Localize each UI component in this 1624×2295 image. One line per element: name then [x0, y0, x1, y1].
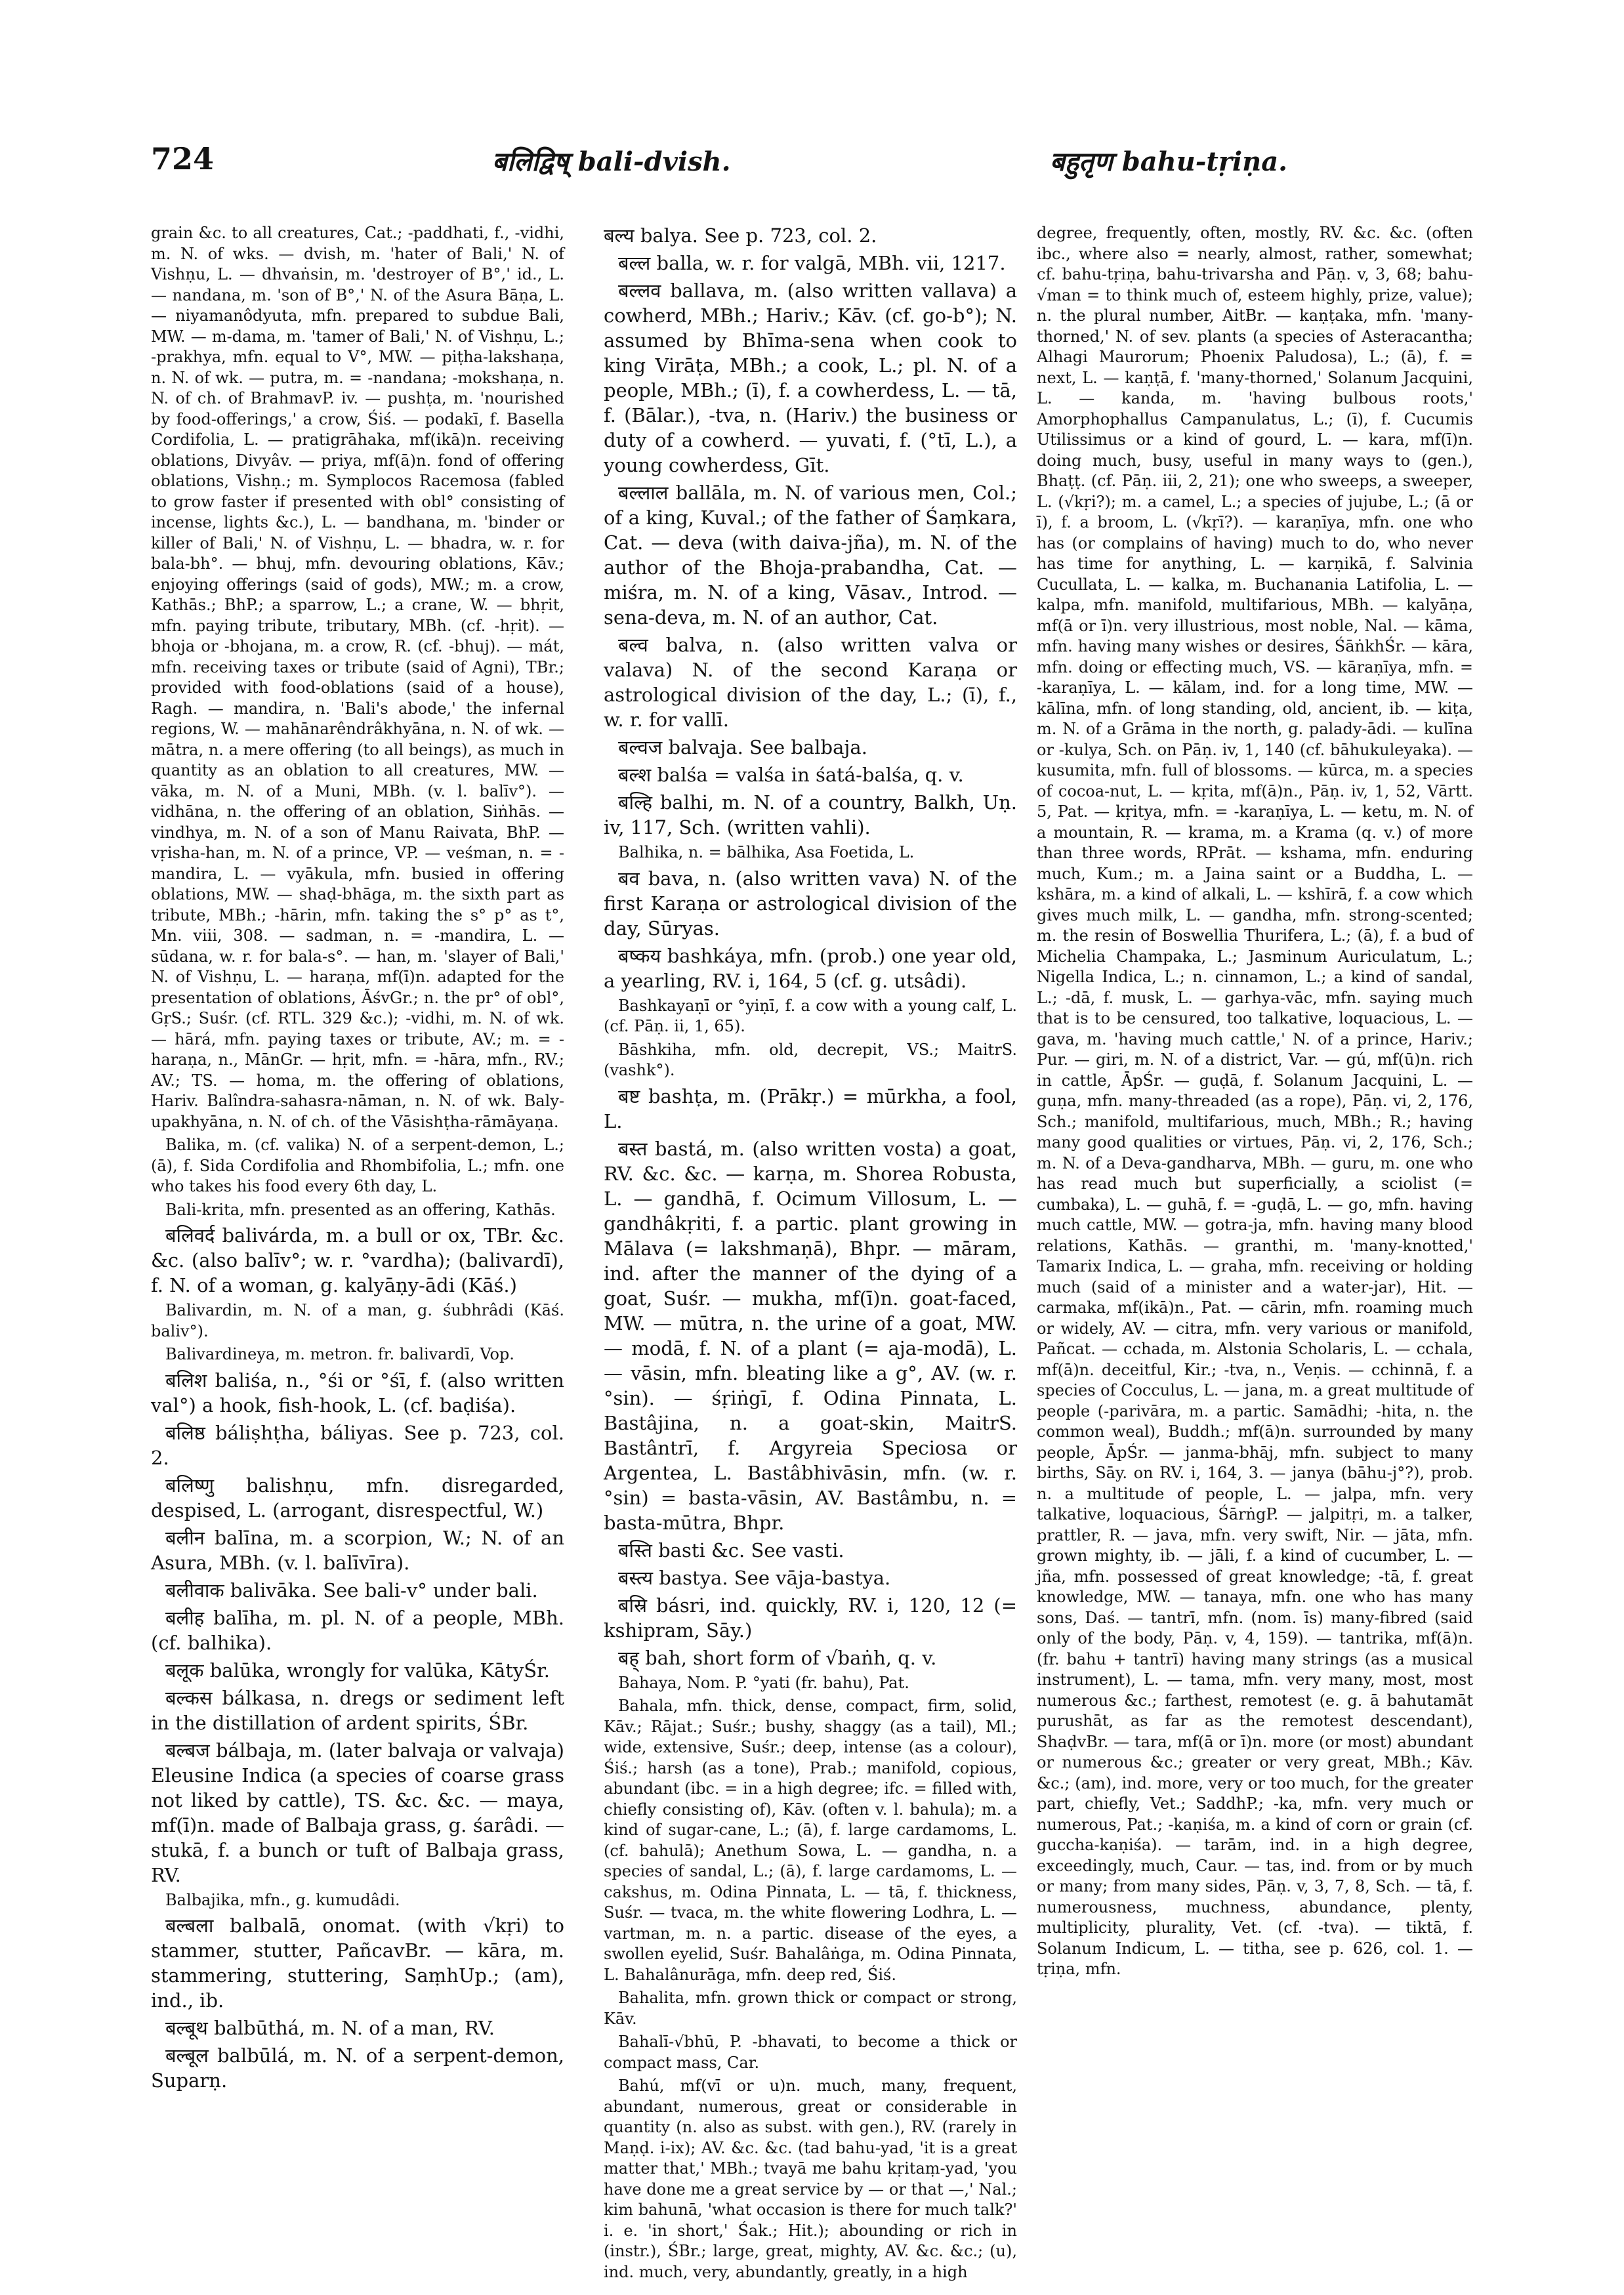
dictionary-entry: Bahala, mfn. thick, dense, compact, firm, solid, Kāv.; Rājat.; Suśr.; bushy, shaggy (as a tail), Ml.; wide, extensive, Suśr.; deep, intense (as a colour), Śiś.; harsh (as a tone), Prab.; manifold, copious, abundant (ibc. = in a high degree; ifc. = filled with, chiefly consisting of), Kāv. (often v. l. bahula); m. a kind of sugar-cane, L.; (ā), f. large cardamoms, L. (cf. bahulā); Anethum Sowa, L. — gandha, n. a species of sandal, L.; (ā), f. large cardamoms, L. — cakshus, m. Odina Pinnata, L. — tā, f. thickness, Suśr. — tvaca, m. the white flowering Lodhra, L. — vartman, m. n. a partic. disease of the eyes, a swollen eyelid, Suśr. Bahalâṅga, m. Odina Pinnata, L. Bahalânurāga, mfn. deep red, Śiś. — [604, 1697, 1017, 1984]
dictionary-entry: बष्ट bashṭa, m. (Prākṛ.) = mūrkha, a fool, L. — [604, 1085, 1017, 1132]
running-head-left: बलिद्विष् bali-dvish. — [492, 146, 731, 177]
dictionary-entry: Bahaya, Nom. P. °yati (fr. bahu), Pat. — [618, 1673, 909, 1692]
dictionary-entry: बल्हि balhi, m. N. of a country, Balkh, Uṇ. iv, 117, Sch. (written vahli). — [604, 791, 1017, 838]
dictionary-entry: बस्त bastá, m. (also written vosta) a goat, RV. &c. &c. — karṇa, m. Shorea Robusta, L. — gandhā, f. Ocimum Villosum, L. — gandhâkṛiti, f. a partic. plant growing in Mālava (= lakshmaṇā), Bhpr. — māram, ind. after the manner of the dying of a goat, Suśr. — mukha, mf(ī)n. goat-faced, MW. — mūtra, n. the urine of a goat, MW. — modā, f. N. of a plant (= aja-modā), L. — vāsin, mfn. bleating like a g°, AV. (w. r. °sin). — śṛiṅgī, f. Odina Pinnata, L. Bastâjina, n. a goat-skin, MaitrS. Bastântrī, f. Argyreia Speciosa or Argentea, L. Bastâbhivāsin, mfn. (w. r. °sin) = basta-vāsin, AV. Bastâmbu, n. = basta-mūtra, Bhpr. — [604, 1137, 1017, 1534]
dictionary-entry: बलूक balūka, wrongly for valūka, KātyŚr. — [165, 1659, 551, 1682]
dictionary-entry: बल्बज bálbaja, m. (later balvaja or valvaja) Eleusine Indica (a species of coarse grass not liked by cattle), TS. &c. &c. — maya, mf(ī)n. made of Balbaja grass, g. śarâdi. — stukā, f. a bunch or tuft of Balbaja grass, RV. — [151, 1739, 564, 1886]
dictionary-entry: बल्लव ballava, m. (also written vallava) a cowherd, MBh.; Hariv.; Kāv. (cf. go-b°); N. assumed by Bhīma-sena when cook to king Virāṭa, MBh.; a cook, L.; pl. N. of a people, MBh.; (ī), f. a cowherdess, L. — tā, f. (Bālar.), -tva, n. (Hariv.) the business or duty of a cowherd. — yuvati, f. (°tī, L.), a young cowherdess, Gīt. — [604, 279, 1017, 476]
dictionary-entry: बस्रि básri, ind. quickly, RV. i, 120, 12 (= kshipram, Sāy.) — [604, 1594, 1017, 1642]
dictionary-entry: बल्ल balla, w. r. for valgā, MBh. vii, 1217. — [618, 252, 1006, 274]
dictionary-entry: बलिश baliśa, n., °śi or °śī, f. (also written val°) a hook, fish-hook, L. (cf. baḍiśa). — [151, 1369, 564, 1416]
dictionary-entry: बस्त्य bastya. See vāja-bastya. — [618, 1566, 891, 1589]
dictionary-entry: बलीवाक balivāka. See bali-v° under bali. — [165, 1579, 538, 1602]
dictionary-entry: Balhika, n. = bālhika, Asa Foetida, L. — [618, 843, 915, 861]
dictionary-entry: बल्श balśa = valśa in śatá-balśa, q. v. — [618, 764, 964, 786]
dictionary-entry: degree, frequently, often, mostly, RV. &c. &c. (often ibc., where also = nearly, almost, rather, somewhat; cf. bahu-tṛiṇa, bahu-trivarsha and Pāṇ. v, 3, 68; bahu-√man = to think much of, esteem highly, prize, value); n. the plural number, AitBr. — kaṇṭaka, mfn. 'many-thorned,' N. of sev. plants (a species of Asteracantha; Alhagi Maurorum; Phoenix Paludosa), L.; (ā), f. = next, L. — kaṇṭā, f. 'many-thorned,' Solanum Jacquini, L. — kanda, m. 'having bulbous roots,' Amorphophallus Campanulatus, L.; (ī), f. Cucumis Utilissimus or a kind of gourd, L. — kara, mf(ī)n. doing much, busy, useful in many ways to (gen.), Bhaṭṭ. (cf. Pāṇ. iii, 2, 21); one who sweeps, a sweeper, L. (√kṛi?); m. a camel, L.; a species of jujube, L.; (ā or ī), f. a broom, L. (√kṛī?). — karaṇīya, mfn. one who has (or complains of having) much to do, who never has time for anything, L. — karṇikā, f. Salvinia Cucullata, L. — kalka, m. Buchanania Latifolia, L. — kalpa, mfn. manifold, multifarious, MBh. — kalyāṇa, mf(ā or ī)n. very illustrious, most noble, Nal. — kāma, mfn. having many wishes or desires, ŚāṅkhŚr. — kāra, mfn. doing or effecting much, VS. — kāraṇīya, mfn. = -karaṇīya, L. — kālam, ind. for a long time, MW. — kālīna, mfn. of long standing, old, ancient, ib. — kiṭa, m. N. of a Grāma in the north, g. palady-ādi. — kulīna or -kulya, Sch. on Pāṇ. iv, 1, 140 (cf. bāhukuleyaka). — kusumita, mfn. full of blossoms. — kūrca, m. a species of cocoa-nut, L. — kṛita, mf(ā)n., Pāṇ. iv, 1, 52, Vārtt. 5, Pat. — kṛitya, mfn. = -karaṇīya, L. — ketu, m. N. of a mountain, R. — krama, m. a Krama (q. v.) of more than three words, RPrāt. — kshama, mfn. enduring much, Kum.; m. a Jaina saint or a Buddha, L. — kshāra, m. a kind of alkali, L. — kshīrā, f. a cow which gives much milk, L. — gandha, mfn. strong-scented; m. the resin of Boswellia Thurifera, L.; (ā), f. a bud of Michelia Champaka, L.; Jasminum Auriculatum, L.; Nigella Indica, L.; n. cinnamon, L.; a kind of sandal, L.; -dā, f. musk, L. — garhya-vāc, mfn. saying much that is to be censured, too talkative, loquacious, L. — gava, m. 'having much cattle,' N. of a prince, Hariv.; Pur. — giri, m. N. of a district, Var. — gú, mf(ū)n. rich in cattle, ĀpŚr. — guḍā, f. Solanum Jacquini, L. — guṇa, mfn. many-threaded (as a rope), Pāṇ. vi, 2, 176, Sch.; manifold, multifarious, much, MBh.; R.; having many good qualities or virtues, Pāṇ. vi, 2, 176, Sch.; m. N. of a Deva-gandharva, MBh. — guru, m. one who has read much but superficially, a sciolist (= cumbaka), L. — guhā, f. = -guḍā, L. — go, mfn. having much cattle, MW. — gotra-ja, mfn. having many blood relations, Kathās. — granthi, m. 'many-knotted,' Tamarix Indica, L. — graha, mfn. receiving or holding much (said of a minister and a water-jar), Hit. — carmaka, mf(ikā)n., Pat. — cārin, mfn. roaming much or widely, AV. — citra, mfn. very various or manifold, Pañcat. — cchada, m. Alstonia Scholaris, L. — cchala, mf(ā)n. deceitful, Kir.; -tva, n., Veṇis. — cchinnā, f. a species of Cocculus, L. — jana, m. a great multitude of people (-parivāra, m. a partic. Samādhi; -hita, n. the common weal), Buddh.; mf(ā)n. surrounded by many people, ĀpŚr. — janma-bhāj, mfn. subject to many births, Sāy. on RV. i, 164, 3. — janya (bāhu-j°?), prob. n. a multitude of people, L. — jalpa, mfn. very talkative, loquacious, ŚārṅgP. — jalpitṛi, m. a talker, prattler, R. — java, mfn. very swift, Nir. — jāta, mfn. grown mighty, ib. — jāli, f. a kind of cucumber, L. — jña, mfn. possessed of great knowledge; -tā, f. great knowledge, MW. — tanaya, mfn. one who has many sons, Daś. — tantrī, mfn. (nom. īs) many-fibred (said only of the body, Pāṇ. v, 4, 159). — tantrika, mf(ā)n. (fr. bahu + tantrī) having many strings (as a musical instrument), L. — tama, mfn. very many, most, most numerous &c.; farthest, remotest (e. g. ā bahutamāt purushāt, as far as the remotest descendant), ShaḍvBr. — tara, mf(ā or ī)n. more (or most) abundant or numerous &c.; greater or very great, MBh.; Kāv. &c.; (am), ind. more, very or too much, for the greater part, chiefly, Vet.; SaddhP.; -ka, mfn. very much or numerous, Pat.; -kaṇiśa, m. a kind of corn or grain (cf. guccha-kaṇiśa). — tarām, ind. in a high degree, exceedingly, much, Caur. — tas, ind. from or by much or many; from many sides, Pāṇ. v, 3, 7, 8, Sch. — tā, f. numerousness, muchness, abundance, plenty, multiplicity, plurality, Vet. (cf. -tva). — tiktā, f. Solanum Indicum, L. — titha, see p. 626, col. 1. — tṛiṇa, mfn. — [1037, 224, 1473, 1978]
dictionary-entry: बलिष्ठ báliṣhṭha, báliyas. See p. 723, col. 2. — [151, 1421, 564, 1469]
dictionary-entry: बलिवर्द balivárda, m. a bull or ox, TBr. &c. &c. (also balīv°; w. r. °vardha); (balivardī), f. N. of a woman, g. kalyāṇy-ādi (Kāś.) — [151, 1224, 564, 1296]
dictionary-entry: Bali-krita, mfn. presented as an offering, Kathās. — [165, 1200, 556, 1219]
dictionary-entry: grain &c. to all creatures, Cat.; -paddhati, f., -vidhi, m. N. of wks. — dvish, m. 'hater of Bali,' N. of Vishṇu, L. — dhvaṅsin, m. 'destroyer of B°,' id., L. — nandana, m. 'son of B°,' N. of the Asura Bāṇa, L. — niyamanôdyuta, mfn. prepared to subdue Bali, MW. — m-dama, m. 'tamer of Bali,' N. of Vishṇu, L.; -prakhya, mfn. equal to V°, MW. — piṭha-lakshaṇa, n. N. of wk. — putra, m. = -nandana; -mokshaṇa, n. N. of ch. of BrahmavP. iv. — pushṭa, m. 'nourished by food-offerings,' a crow, Śiś. — podakī, f. Basella Cordifolia, L. — pratigrāhaka, mf(ikā)n. receiving oblations, Divyâv. — priya, mf(ā)n. fond of offering oblations, Vishṇ.; m. Symplocos Racemosa (fabled to grow faster if presented with obl° consisting of incense, lights &c.), L. — bandhana, m. 'binder or killer of Bali,' N. of Vishṇu, L. — bhadra, w. r. for bala-bh°. — bhuj, mfn. devouring oblations, Kāv.; enjoying offerings (said of gods), MW.; m. a crow, Kathās.; BhP.; a sparrow, L.; a crane, W. — bhṛit, mfn. paying tribute, tributary, MBh. (cf. -hṛit). — bhoja or -bhojana, m. a crow, R. (cf. -bhuj). — mát, mfn. receiving taxes or tribute (said of Agni), TBr.; provided with food-oblations (said of a house), Ragh. — mandira, n. 'Bali's abode,' the infernal regions, W. — mahānarêndrâkhyāna, n. N. of wk. — mātra, n. a mere offering (to all beings), as much in quantity as an oblation to all creatures, MW. — vāka, m. N. of a Muni, MBh. (v. l. balīv°). — vidhāna, n. the offering of an oblation, Siṅhās. — vindhya, m. N. of a son of Manu Raivata, BhP. — vṛisha-han, m. N. of a prince, VP. — veśman, n. = -mandira, L. — vyākula, mfn. busied in offering oblations, MW. — shaḍ-bhāga, m. the sixth part as tribute, MBh.; -hārin, mfn. taking the s° p° as t°, Mn. viii, 308. — sadman, n. = -mandira, L. — sūdana, w. r. for bala-s°. — han, m. 'slayer of Bali,' N. of Vishṇu, L. — haraṇa, mf(ī)n. adapted for the presentation of oblations, ĀśvGr.; n. the pr° of obl°, GṛS.; Suśr. (cf. RTL. 329 &c.); -vidhi, m. N. of wk. — hārá, mfn. paying taxes or tribute, AV.; m. = -haraṇa, n., MānGr. — hṛit, mfn. = -hāra, mfn., RV.; AV.; TS. — homa, m. the offering of oblations, Hariv. Balîndra-sahasra-nāman, n. N. of wk. Baly-upakhyāna, n. N. of ch. of the Vāsishṭha-rāmāyaṇa. — [151, 224, 564, 1131]
running-head-right: बहुतृण bahu-tṛiṇa. — [1050, 146, 1288, 177]
dictionary-entry: Bāshkiha, mfn. old, decrepit, VS.; MaitrS. (vashk°). — [604, 1040, 1017, 1079]
dictionary-entry: Balivardineya, m. metron. fr. balivardī, Vop. — [165, 1345, 514, 1363]
dictionary-entry: बल्लाल ballāla, m. N. of various men, Col.; of a king, Kuval.; of the father of Śaṃkara, Cat. — deva (with daiva-jña), m. N. of the author of the Bhoja-prabandha, Cat. — miśra, m. N. of a king, Vāsav., Introd. — sena-deva, m. N. of an author, Cat. — [604, 482, 1017, 629]
dictionary-entry: बस्ति basti &c. See vasti. — [618, 1539, 844, 1561]
dictionary-entry: बष्कय bashkáya, mfn. (prob.) one year old, a yearling, RV. i, 164, 5 (cf. g. utsâdi). — [604, 944, 1017, 992]
column-3 — [1037, 223, 1473, 2250]
column-2 — [604, 223, 1017, 2281]
dictionary-entry: Balivardin, m. N. of a man, g. śubhrâdi (Kāś. baliv°). — [151, 1301, 564, 1340]
dictionary-entry: बल्बूल balbūlá, m. N. of a serpent-demon, Suparṇ. — [151, 2044, 564, 2092]
column-1 — [151, 223, 564, 2250]
dictionary-entry: Balbajika, mfn., g. kumudâdi. — [165, 1890, 400, 1909]
dictionary-entry: बलीह balīha, m. pl. N. of a people, MBh. (cf. balhika). — [151, 1606, 564, 1654]
dictionary-entry: Balika, m. (cf. valika) N. of a serpent-demon, L.; (ā), f. Sida Cordifolia and Rhombifolia, L.; mfn. one who takes his food every 6th day, L. — [151, 1136, 564, 1195]
dictionary-entry: Bashkayaṇī or °yiṇī, f. a cow with a young calf, L. (cf. Pāṇ. ii, 1, 65). — [604, 996, 1017, 1035]
dictionary-entry: बल्व balva, n. (also written valva or valava) N. of the second Karaṇa or astrological division of the day, L.; (ī), f., w. r. for vallī. — [604, 634, 1017, 731]
dictionary-entry: बल्कस bálkasa, n. dregs or sediment left in the distillation of ardent spirits, ŚBr. — [151, 1686, 564, 1734]
dictionary-entry: बलीन balīna, m. a scorpion, W.; N. of an Asura, MBh. (v. l. balīvīra). — [151, 1526, 564, 1574]
dictionary-entry: बलिष्णु balishṇu, mfn. disregarded, despised, L. (arrogant, disrespectful, W.) — [151, 1474, 564, 1521]
page-number: 724 — [151, 141, 215, 176]
dictionary-entry: Bahalī-√bhū, P. -bhavati, to become a thick or compact mass, Car. — [604, 2033, 1017, 2072]
dictionary-entry: बल्य balya. See p. 723, col. 2. — [604, 224, 877, 247]
dictionary-entry: Bahalita, mfn. grown thick or compact or strong, Kāv. — [604, 1989, 1017, 2028]
dictionary-entry: बव bava, n. (also written vava) N. of the first Karaṇa or astrological division of the day, Sūryas. — [604, 867, 1017, 940]
dictionary-entry: बह् bah, short form of √baṅh, q. v. — [618, 1646, 937, 1669]
dictionary-entry: Bahú, mf(vī or u)n. much, many, frequent, abundant, numerous, great or considerable in quantity (n. also as subst. with gen.), RV. (rarely in Maṇḍ. i-ix); AV. &c. &c. (tad bahu-yad, 'it is a great matter that,' MBh.; tvayā me bahu kṛitaṃ-yad, 'you have done me a great service by — or that —,' Nal.; kim bahunā, 'what occasion is there for much talk?' i. e. 'in short,' Śak.; Hit.); abounding or rich in (instr.), ŚBr.; large, great, mighty, AV. &c. &c.; (u), ind. much, very, abundantly, greatly, in a high — [604, 2077, 1017, 2281]
dictionary-entry: बल्वज balvaja. See balbaja. — [618, 736, 867, 758]
dictionary-entry: बल्बूथ balbūthá, m. N. of a man, RV. — [165, 2017, 495, 2039]
dictionary-entry: बल्बला balbalā, onomat. (with √kṛi) to stammer, stutter, PañcavBr. — kāra, m. stammering, stuttering, SaṃhUp.; (am), ind., ib. — [151, 1914, 564, 2012]
page-header — [151, 141, 1473, 187]
